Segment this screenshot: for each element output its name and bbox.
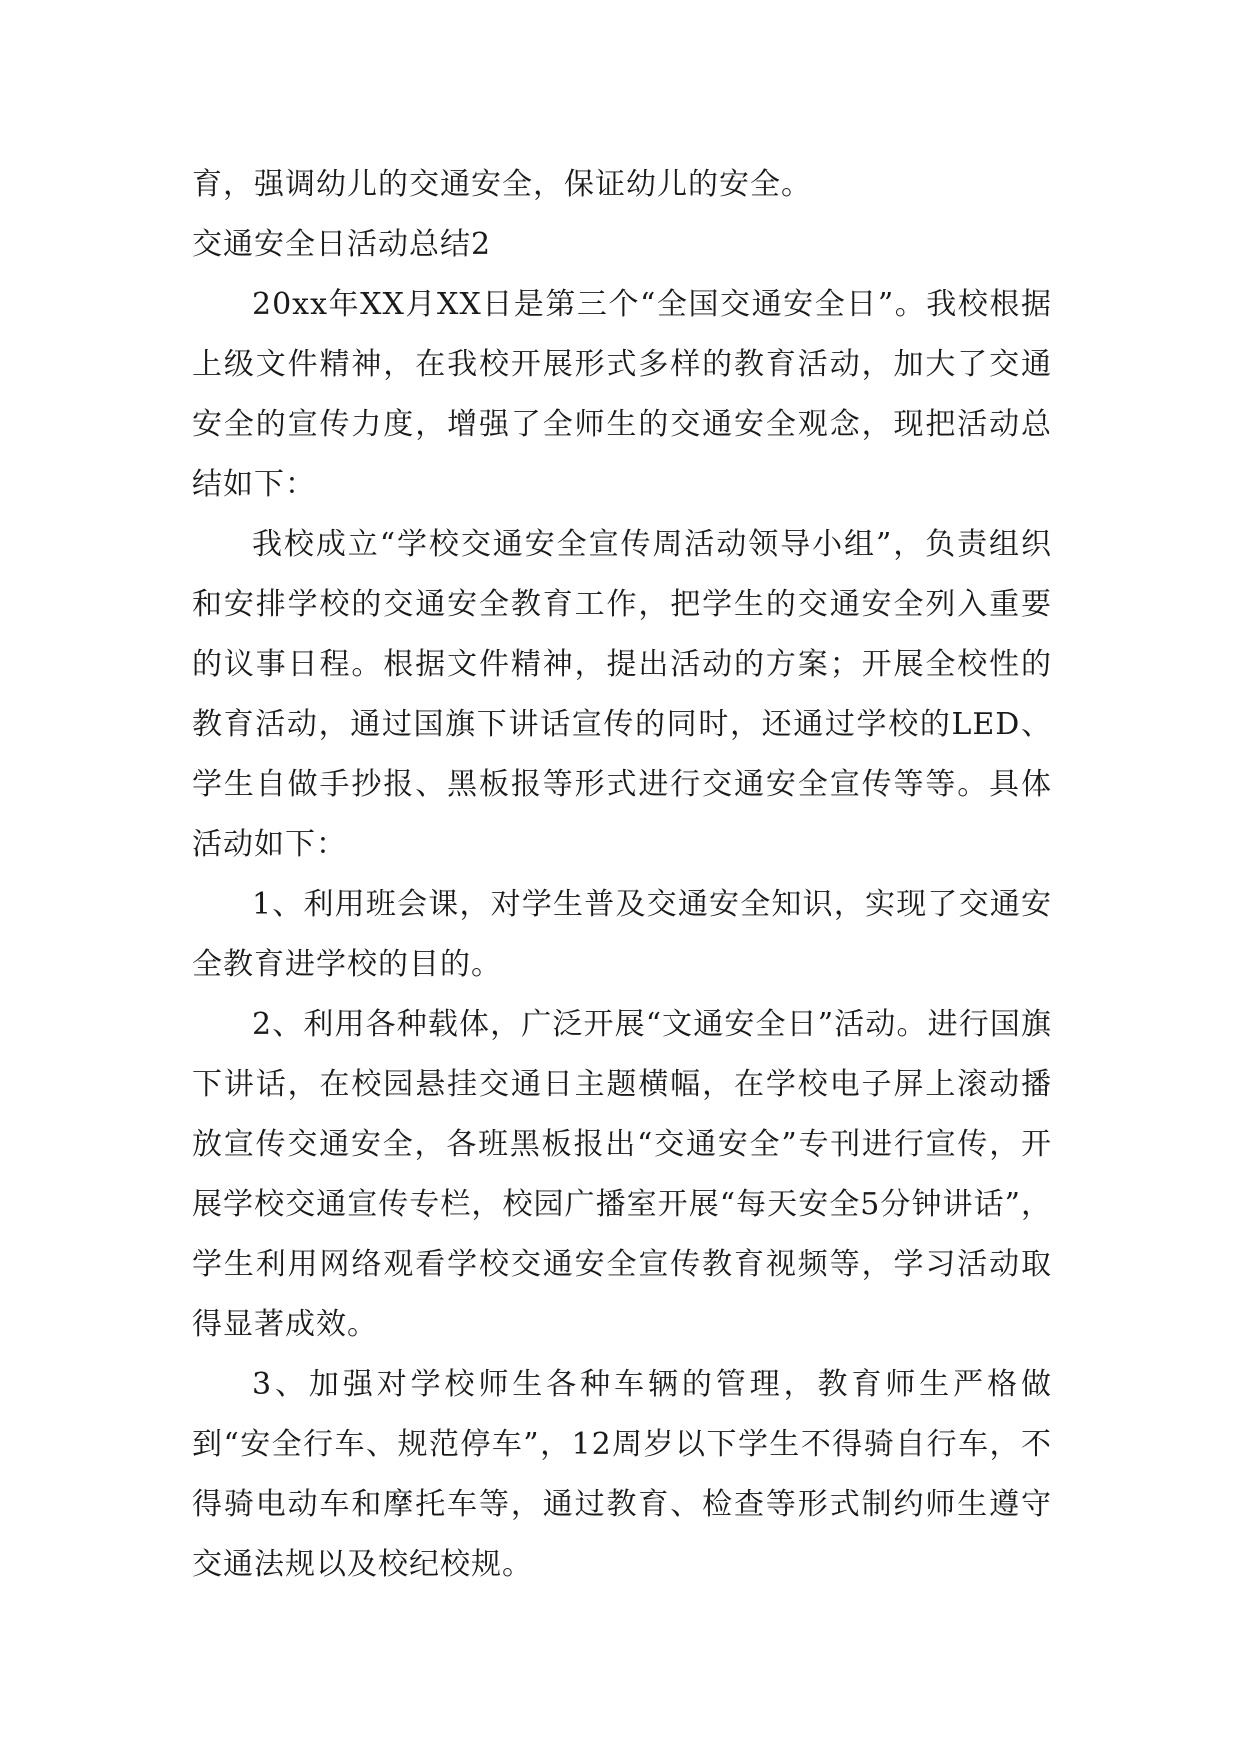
list-item-1: 1、利用班会课，对学生普及交通安全知识，实现了交通安全教育进学校的目的。 bbox=[192, 887, 1052, 982]
paragraph-organization: 我校成立“学校交通安全宣传周活动领导小组”，负责组织和安排学校的交通安全教育工作，把学生的交通安全列入重要的议事日程。根据文件精神，提出活动的方案；开展全校性的教育活动，通过国旗下讲话宣传的同时，还通过学校的LED、学生自做手抄报、黑板报等形式进行交通安全宣传等等。具体活动如下： bbox=[192, 527, 1052, 862]
paragraph-intro: 20xx年XX月XX日是第三个“全国交通安全日”。我校根据上级文件精神，在我校开展形式多样的教育活动，加大了交通安全的宣传力度，增强了全师生的交通安全观念，现把活动总结如下： bbox=[192, 287, 1052, 502]
section-heading: 交通安全日活动总结2 bbox=[192, 227, 492, 262]
paragraph-continued: 育，强调幼儿的交通安全，保证幼儿的安全。 bbox=[192, 167, 812, 202]
list-item-3: 3、加强对学校师生各种车辆的管理，教育师生严格做到“安全行车、规范停车”，12周岁以下学生不得骑自行车，不得骑电动车和摩托车等，通过教育、检查等形式制约师生遵守交通法规以及校纪校规。 bbox=[192, 1367, 1052, 1582]
document-body bbox=[192, 155, 1052, 1595]
list-item-2: 2、利用各种载体，广泛开展“文通安全日”活动。进行国旗下讲话，在校园悬挂交通日主题横幅，在学校电子屏上滚动播放宣传交通安全，各班黑板报出“交通安全”专刊进行宣传，开展学校交通宣传专栏，校园广播室开展“每天安全5分钟讲话”，学生利用网络观看学校交通安全宣传教育视频等，学习活动取得显著成效。 bbox=[192, 1007, 1052, 1342]
